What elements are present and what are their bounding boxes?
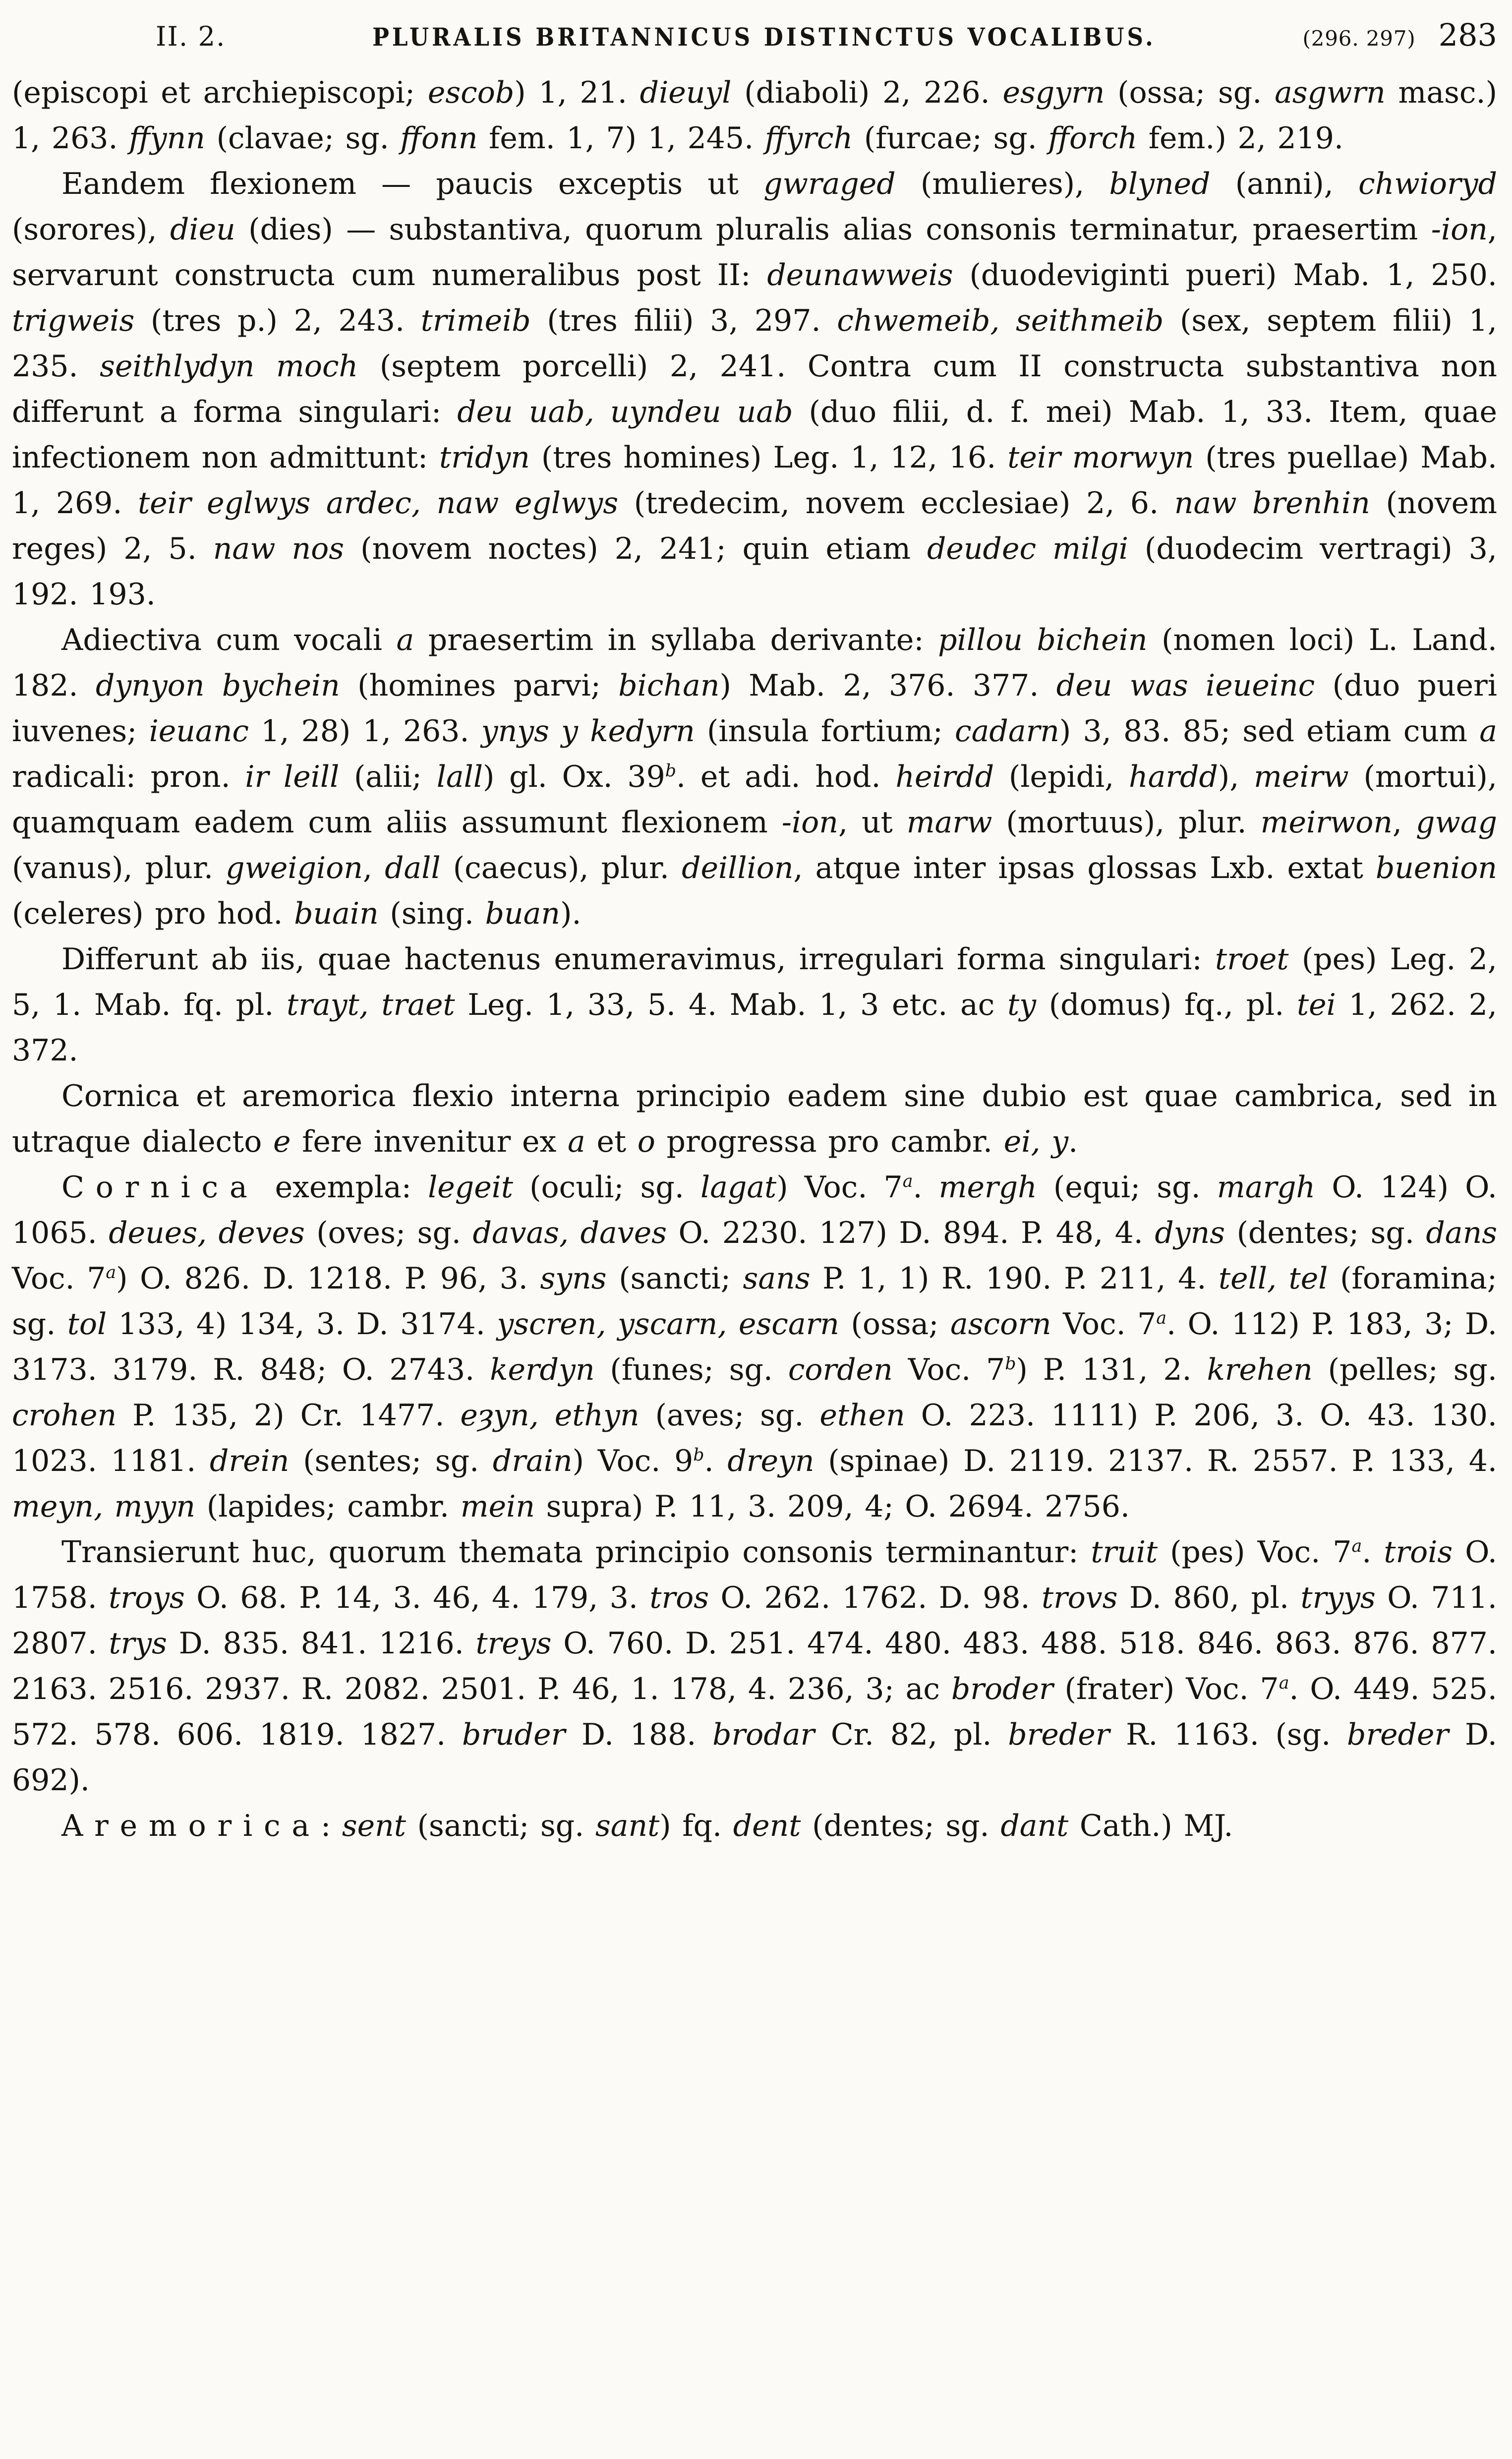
- celtic-word: troet: [1215, 942, 1289, 977]
- celtic-word: dynyon bychein: [95, 668, 340, 703]
- text-run: Eandem flexionem — paucis exceptis ut: [61, 167, 764, 201]
- superscript: a: [1279, 1673, 1289, 1693]
- paragraph: [12, 70, 1497, 161]
- text-run: O. 223. 1111) P. 206, 3. O. 43. 130. 1023. 1181.: [12, 1398, 1497, 1478]
- text-run: ) P. 131, 2.: [1016, 1352, 1207, 1387]
- text-run: Cath.) MJ.: [1068, 1809, 1233, 1843]
- celtic-word: teir eglwys ardec, naw eglwys: [138, 486, 619, 521]
- text-run: 1, 28) 1, 263.: [248, 714, 481, 749]
- text-run: (sancti; sg.: [406, 1809, 595, 1843]
- celtic-word: truit: [1091, 1535, 1158, 1570]
- celtic-word: meirwon: [1260, 805, 1393, 840]
- celtic-word: trys: [109, 1626, 167, 1661]
- celtic-word: -ion: [781, 805, 838, 840]
- celtic-word: ir leill: [245, 760, 340, 794]
- text-run: (ossa; sg.: [1105, 75, 1275, 110]
- spaced-word: Aremorica: [61, 1809, 321, 1843]
- text-run: Voc. 7: [892, 1352, 1005, 1387]
- celtic-word: ynys y kedyrn: [481, 714, 695, 749]
- celtic-word: tei: [1297, 988, 1336, 1022]
- text-run: ) 3, 83. 85; sed etiam cum: [1059, 714, 1480, 749]
- text-run: (dentes; sg.: [1225, 1216, 1426, 1250]
- text-run: ).: [560, 896, 582, 931]
- text-run: supra) P. 11, 3. 209, 4; O. 2694. 2756.: [535, 1489, 1130, 1524]
- celtic-word: deu uab, uyndeu uab: [457, 395, 793, 429]
- text-run: P. 1, 1) R. 190. P. 211, 4.: [810, 1261, 1219, 1296]
- text-run: (duodecim vertragi) 3, 192. 193.: [12, 531, 1497, 612]
- text-run: D. 692).: [12, 1717, 1497, 1798]
- paragraph: [12, 937, 1497, 1073]
- celtic-word: dall: [385, 851, 441, 885]
- text-run: (tres homines) Leg. 1, 12, 16.: [529, 440, 1008, 475]
- text-run: (duodeviginti pueri) Mab. 1, 250.: [953, 258, 1497, 293]
- celtic-word: a: [1479, 714, 1497, 749]
- text-run: (anni),: [1210, 167, 1359, 201]
- celtic-word: deues, deves: [109, 1216, 305, 1250]
- celtic-word: a: [396, 623, 414, 657]
- celtic-word: hardd: [1128, 760, 1218, 794]
- celtic-word: dieuyl: [640, 75, 732, 110]
- text-run: (insula fortium;: [695, 714, 955, 749]
- text-run: (episcopi et archiepiscopi;: [12, 75, 428, 110]
- celtic-word: eȝyn, ethyn: [460, 1398, 640, 1433]
- celtic-word: davas, daves: [472, 1216, 667, 1250]
- celtic-word: heirdd: [895, 760, 994, 794]
- celtic-word: escob: [427, 75, 515, 110]
- text-run: , atque inter ipsas glossas Lxb. extat: [793, 851, 1376, 885]
- celtic-word: yscren, yscarn, escarn: [497, 1307, 839, 1342]
- celtic-word: asgwrn: [1275, 75, 1386, 110]
- celtic-word: seithlydyn moch: [100, 349, 358, 384]
- celtic-word: sent: [342, 1809, 406, 1843]
- celtic-word: ieuanc: [149, 714, 249, 749]
- celtic-word: tol: [67, 1307, 107, 1342]
- celtic-word: breder: [1008, 1717, 1110, 1752]
- text-run: ) Mab. 2, 376. 377.: [719, 668, 1056, 703]
- text-run: (sing.: [378, 896, 485, 931]
- paragraph: [12, 1165, 1497, 1529]
- text-run: (caecus), plur.: [440, 851, 682, 885]
- text-run: Cr. 82, pl.: [814, 1717, 1008, 1752]
- celtic-word: ei, y: [1003, 1124, 1069, 1159]
- celtic-word: blyned: [1109, 167, 1211, 201]
- celtic-word: trois: [1384, 1535, 1453, 1570]
- celtic-word: naw nos: [213, 531, 345, 566]
- text-run: fem.) 2, 219.: [1137, 121, 1344, 156]
- celtic-word: troys: [109, 1581, 185, 1615]
- celtic-word: a: [567, 1124, 585, 1159]
- celtic-word: buan: [485, 896, 561, 931]
- celtic-word: pillou bichein: [938, 623, 1148, 657]
- celtic-word: deunawweis: [767, 258, 953, 293]
- celtic-word: dent: [733, 1809, 801, 1843]
- text-run: (alii;: [339, 760, 437, 794]
- celtic-word: sant: [595, 1809, 660, 1843]
- text-run: O. 760. D. 251. 474. 480. 483. 488. 518. 846. 863. 876. 877. 2163. 2516. 2937. R. 2082. 2501. P. 46, 1. 178, 4. 236, 3; ac: [12, 1626, 1497, 1706]
- text-run: O. 2230. 127) D. 894. P. 48, 4.: [667, 1216, 1155, 1250]
- text-run: ,: [362, 851, 385, 885]
- paragraph: [12, 1529, 1497, 1803]
- text-run: O. 68. P. 14, 3. 46, 4. 179, 3.: [184, 1581, 650, 1615]
- text-run: (equi; sg.: [1037, 1170, 1217, 1205]
- celtic-word: bruder: [462, 1717, 566, 1752]
- text-run: O. 124) O. 1065.: [12, 1170, 1497, 1250]
- text-run: ) fq.: [659, 1809, 733, 1843]
- celtic-word: gwraged: [763, 167, 896, 201]
- celtic-word: broder: [951, 1672, 1053, 1706]
- celtic-word: syns: [540, 1261, 607, 1296]
- celtic-word: ascorn: [950, 1307, 1051, 1342]
- text-run: (ossa;: [839, 1307, 950, 1342]
- text-run: .: [913, 1170, 939, 1205]
- celtic-word: trayt, traet: [287, 988, 455, 1022]
- text-run: (pes) Voc. 7: [1158, 1535, 1352, 1570]
- text-run: ) O. 826. D. 1218. P. 96, 3.: [116, 1261, 540, 1296]
- text-run: (lepidi,: [994, 760, 1129, 794]
- text-run: D. 835. 841. 1216.: [167, 1626, 476, 1661]
- text-run: , ut: [838, 805, 907, 840]
- celtic-word: tryys: [1300, 1581, 1376, 1615]
- text-run: .: [704, 1444, 728, 1478]
- celtic-word: dieu: [170, 212, 235, 247]
- text-run: (dentes; sg.: [801, 1809, 1001, 1843]
- text-run: (furcae; sg.: [853, 121, 1048, 156]
- celtic-word: buenion: [1375, 851, 1498, 885]
- text-run: (domus) fq., pl.: [1036, 988, 1297, 1022]
- text-run: (sentes; sg.: [289, 1444, 493, 1478]
- text-run: Leg. 1, 33, 5. 4. Mab. 1, 3 etc. ac: [455, 988, 1008, 1022]
- celtic-word: drein: [210, 1444, 290, 1478]
- text-run: O. 711. 2807.: [12, 1581, 1497, 1661]
- superscript: a: [106, 1263, 116, 1283]
- text-run: (celeres) pro hod.: [12, 896, 294, 931]
- celtic-word: esgyrn: [1002, 75, 1105, 110]
- text-run: O. 262. 1762. D. 98.: [709, 1581, 1042, 1615]
- text-run: (aves; sg.: [639, 1398, 820, 1433]
- celtic-word: e: [273, 1124, 291, 1159]
- text-run: (sancti;: [606, 1261, 743, 1296]
- text-run: ) Voc. 9: [572, 1444, 694, 1478]
- text-run: (lapides; cambr.: [195, 1489, 461, 1524]
- celtic-word: lall: [436, 760, 483, 794]
- celtic-word: -ion: [1431, 212, 1488, 247]
- text-run: ) gl. Ox. 39: [483, 760, 665, 794]
- celtic-word: ffynn: [129, 121, 205, 156]
- text-run: (diaboli) 2, 226.: [731, 75, 1003, 110]
- celtic-word: breder: [1347, 1717, 1449, 1752]
- text-run: . O. 112) P. 183, 3; D. 3173. 3179. R. 848; O. 2743.: [12, 1307, 1498, 1387]
- celtic-word: cadarn: [955, 714, 1059, 749]
- text-run: (tres p.) 2, 243.: [134, 303, 421, 338]
- celtic-word: crohen: [12, 1398, 117, 1433]
- spaced-word: Cornica: [61, 1170, 259, 1205]
- superscript: a: [1351, 1536, 1362, 1556]
- text-run: D. 860, pl.: [1117, 1581, 1301, 1615]
- text-run: (dies) — substantiva, quorum pluralis alias consonis terminatur, praesertim: [235, 212, 1431, 247]
- text-run: (tres filii) 3, 297.: [530, 303, 837, 338]
- text-run: ,: [1392, 805, 1416, 840]
- celtic-word: dyns: [1155, 1216, 1225, 1250]
- running-title: PLURALIS BRITANNICUS DISTINCTUS VOCALIBUS.: [372, 22, 1156, 52]
- text-run: fem. 1, 7) 1, 245.: [477, 121, 765, 156]
- celtic-word: chwemeib, seithmeib: [837, 303, 1164, 338]
- text-run: (mortuus), plur.: [992, 805, 1261, 840]
- text-run: Cornica et aremorica flexio interna principio eadem sine dubio est quae cambrica, sed in utraque dialecto: [12, 1079, 1497, 1159]
- text-run: 133, 4) 134, 3. D. 3174.: [107, 1307, 497, 1342]
- celtic-word: drain: [492, 1444, 573, 1478]
- text-run: (mulieres),: [895, 167, 1109, 201]
- text-run: D. 188.: [565, 1717, 713, 1752]
- celtic-word: ty: [1007, 988, 1037, 1022]
- celtic-word: meirw: [1254, 760, 1349, 794]
- text-run: Voc. 7: [12, 1261, 106, 1296]
- celtic-word: corden: [788, 1352, 893, 1387]
- text-run: (homines parvi;: [340, 668, 619, 703]
- celtic-word: lagat: [700, 1170, 777, 1205]
- text-run: Voc. 7: [1051, 1307, 1157, 1342]
- text-run: masc.) 1, 263.: [12, 75, 1498, 156]
- text-run: Adiectiva cum vocali: [61, 623, 397, 657]
- text-run: R. 1163. (sg.: [1109, 1717, 1347, 1752]
- superscript: b: [1005, 1354, 1016, 1374]
- celtic-word: marw: [906, 805, 992, 840]
- text-run: .: [1068, 1124, 1078, 1159]
- text-run: , servarunt constructa cum numeralibus post II:: [12, 212, 1497, 293]
- text-run: :: [320, 1809, 342, 1843]
- text-run: Transierunt huc, quorum themata principio consonis terminantur:: [61, 1535, 1091, 1570]
- celtic-word: chwioryd: [1358, 167, 1497, 201]
- celtic-word: naw brenhin: [1174, 486, 1370, 521]
- celtic-word: treys: [475, 1626, 552, 1661]
- text-run: (novem noctes) 2, 241; quin etiam: [344, 531, 927, 566]
- text-run: ) 1, 21.: [514, 75, 640, 110]
- celtic-word: mein: [460, 1489, 535, 1524]
- celtic-word: gweigion: [226, 851, 363, 885]
- text-run: (frater) Voc. 7: [1053, 1672, 1279, 1706]
- text-run: (nomen loci) L. Land. 182.: [12, 623, 1497, 703]
- celtic-word: gwag: [1416, 805, 1497, 840]
- celtic-word: trigweis: [12, 303, 135, 338]
- text-run: progressa pro cambr.: [655, 1124, 1004, 1159]
- celtic-word: buain: [294, 896, 379, 931]
- column-reference: (296. 297): [1302, 26, 1416, 51]
- celtic-word: deillion: [682, 851, 794, 885]
- text-run: (pes) Leg. 2, 5, 1. Mab. fq. pl.: [12, 942, 1497, 1022]
- paragraph: [12, 617, 1497, 937]
- celtic-word: deudec milgi: [927, 531, 1128, 566]
- celtic-word: fforch: [1048, 121, 1138, 156]
- paragraph: [12, 1803, 1497, 1849]
- text-run: (duo filii, d. f. mei) Mab. 1, 33. Item, quae infectionem non admittunt:: [12, 395, 1497, 475]
- celtic-word: krehen: [1207, 1352, 1313, 1387]
- text-run: ),: [1218, 760, 1254, 794]
- celtic-word: trimeib: [420, 303, 531, 338]
- text-run: (vanus), plur.: [12, 851, 226, 885]
- text-run: (funes; sg.: [594, 1352, 788, 1387]
- text-run: (pelles; sg.: [1312, 1352, 1497, 1387]
- text-run: exempla:: [258, 1170, 428, 1205]
- celtic-word: kerdyn: [490, 1352, 595, 1387]
- celtic-word: bichan: [618, 668, 720, 703]
- celtic-word: dreyn: [727, 1444, 814, 1478]
- text-run: . et adi. hod.: [676, 760, 896, 794]
- celtic-word: trovs: [1041, 1581, 1118, 1615]
- text-run: (duo pueri iuvenes;: [12, 668, 1497, 749]
- celtic-word: tros: [649, 1581, 709, 1615]
- running-header: [12, 17, 1497, 53]
- celtic-word: margh: [1217, 1170, 1316, 1205]
- text-run: radicali: pron.: [12, 760, 245, 794]
- text-run: . O. 449. 525. 572. 578. 606. 1819. 1827.: [12, 1672, 1497, 1752]
- celtic-word: teir morwyn: [1007, 440, 1194, 475]
- section-number: II. 2.: [156, 21, 226, 52]
- superscript: b: [665, 761, 677, 781]
- text-run: P. 135, 2) Cr. 1477.: [116, 1398, 461, 1433]
- text-run: praesertim in syllaba derivante:: [414, 623, 938, 657]
- text-run: ) Voc. 7: [776, 1170, 903, 1205]
- celtic-word: deu was ieueinc: [1056, 668, 1315, 703]
- celtic-word: dans: [1426, 1216, 1498, 1250]
- text-run: (novem reges) 2, 5.: [12, 486, 1497, 566]
- celtic-word: tridyn: [439, 440, 530, 475]
- text-run: (oculi; sg.: [513, 1170, 701, 1205]
- celtic-word: tell, tel: [1219, 1261, 1328, 1296]
- header-right-group: [1302, 17, 1497, 53]
- superscript: b: [693, 1445, 704, 1465]
- celtic-word: sans: [743, 1261, 811, 1296]
- text-run: Differunt ab iis, quae hactenus enumeravimus, irregulari forma singulari:: [61, 942, 1215, 977]
- celtic-word: ethen: [819, 1398, 905, 1433]
- celtic-word: ffyrch: [764, 121, 853, 156]
- celtic-word: legeit: [428, 1170, 514, 1205]
- superscript: a: [1156, 1308, 1167, 1328]
- page-body: [12, 70, 1497, 1849]
- text-run: 1, 262. 2, 372.: [12, 988, 1497, 1068]
- text-run: (sex, septem filii) 1, 235.: [12, 303, 1497, 384]
- text-run: fere invenitur ex: [291, 1124, 568, 1159]
- text-run: et: [585, 1124, 638, 1159]
- text-run: O. 1758.: [12, 1535, 1497, 1615]
- page-number: 283: [1438, 17, 1497, 53]
- text-run: (oves; sg.: [304, 1216, 473, 1250]
- text-run: (sorores),: [12, 212, 170, 247]
- text-run: (clavae; sg.: [205, 121, 401, 156]
- celtic-word: dant: [1000, 1809, 1069, 1843]
- text-run: (septem porcelli) 2, 241. Contra cum II constructa substantiva non differunt a forma singulari:: [12, 349, 1497, 429]
- text-run: (mortui), quamquam eadem cum aliis assumunt flexionem: [12, 760, 1498, 840]
- celtic-word: o: [637, 1124, 655, 1159]
- superscript: a: [902, 1171, 913, 1191]
- celtic-word: brodar: [712, 1717, 815, 1752]
- celtic-word: meyn, myyn: [12, 1489, 196, 1524]
- text-run: .: [1362, 1535, 1384, 1570]
- text-run: (foramina; sg.: [12, 1261, 1498, 1342]
- celtic-word: ffonn: [400, 121, 478, 156]
- paragraph: [12, 161, 1497, 617]
- text-run: (spinae) D. 2119. 2137. R. 2557. P. 133, 4.: [814, 1444, 1497, 1478]
- paragraph: [12, 1073, 1497, 1165]
- text-run: (tres puellae) Mab. 1, 269.: [12, 440, 1497, 521]
- celtic-word: mergh: [938, 1170, 1037, 1205]
- text-run: (tredecim, novem ecclesiae) 2, 6.: [618, 486, 1174, 521]
